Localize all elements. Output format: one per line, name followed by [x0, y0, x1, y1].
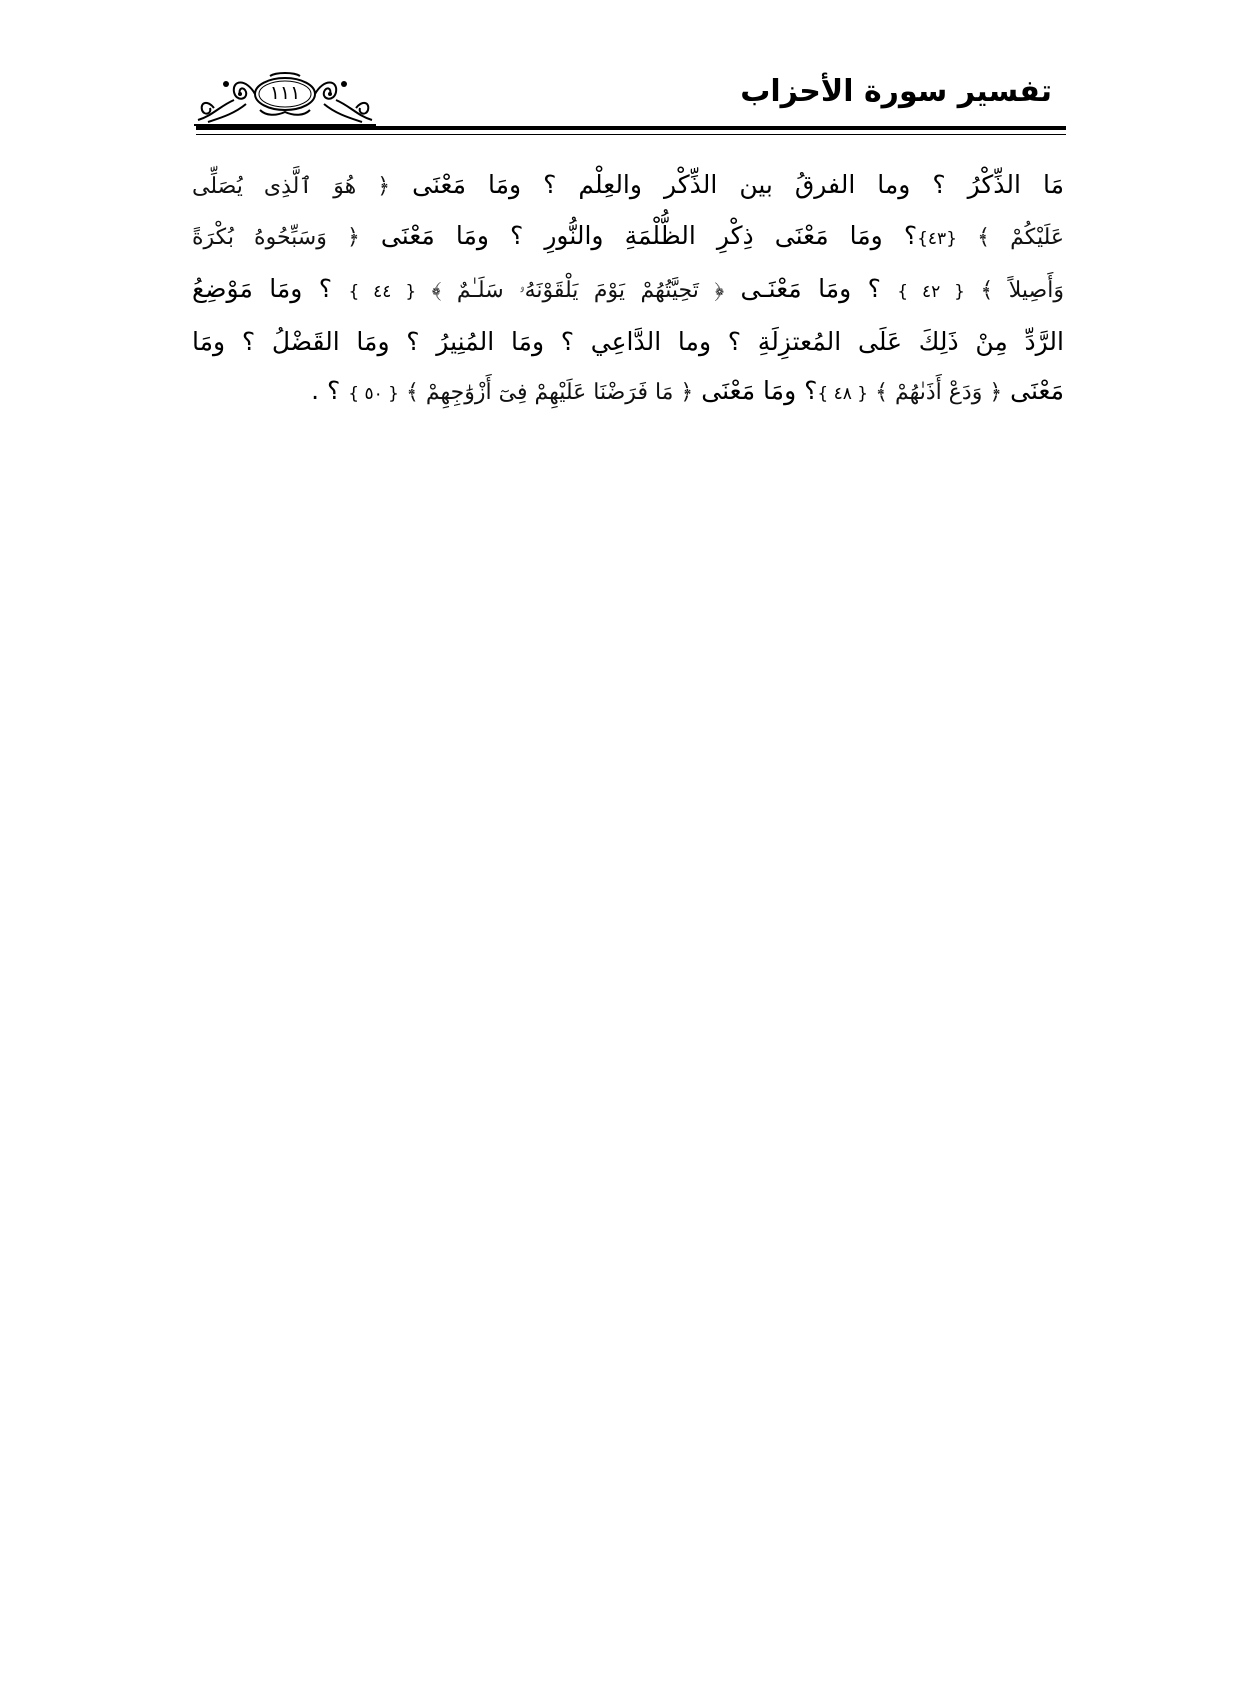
quran-quote: وَأَصِيلاً ﴾ [964, 278, 1064, 303]
quran-quote: عَلَيْكُمْ ﴾ [957, 225, 1064, 250]
verse-number: { ٤٨ } [817, 384, 869, 404]
quran-quote: ﴿ تَحِيَّتُهُمْ يَوْمَ يَلْقَوْنَهُۥ سَلَـٰمٌ ﴾ [416, 278, 725, 303]
verse-number: { ٤٤ } [348, 282, 417, 302]
header-rule-thick [196, 126, 1066, 130]
text-line [192, 160, 1064, 211]
running-title: تفسير سورة الأحزاب [740, 74, 1052, 109]
header-rule-thin [196, 134, 1066, 135]
text-run: ؟ ومَا مَعْنَى ذِكْرِ الظُّلْمَةِ والنُّورِ ؟ ومَا مَعْنَى [359, 221, 918, 250]
quran-quote: ﴿ وَسَبِّحُوهُ بُكْرَةً [192, 225, 360, 250]
verse-number: { ٥٠ } [348, 384, 399, 404]
text-run: ؟ ومَا مَوْضِعُ [192, 274, 349, 303]
text-run: الرَّدِّ مِنْ ذَلِكَ عَلَى المُعتزِلَةِ ؟ وما الدَّاعِي ؟ ومَا المُنِيرُ ؟ ومَا القَضْلُ ؟ ومَا [192, 327, 1064, 356]
verse-number: { ٤٢ } [897, 282, 965, 302]
quran-quote: ﴿ مَا فَرَضْنَا عَلَيْهِمْ فِىٓ أَزْوَٰجِهِمْ ﴾ [399, 380, 694, 405]
text-run: مَعْنَى [1002, 376, 1064, 405]
text-line [192, 366, 1064, 419]
text-line [192, 264, 1064, 317]
page-header [0, 0, 1240, 160]
page-number: ١١١ [269, 82, 301, 104]
page-number-ornament [190, 70, 380, 134]
quran-quote: ﴿ هُوَ ٱلَّذِى يُصَلِّى [192, 174, 391, 199]
text-run: ؟ ومَا مَعْنَى [693, 376, 818, 405]
text-run: مَا الذِّكْرُ ؟ وما الفرقُ بين الذِّكْر والعِلْم ؟ ومَا مَعْنَى [390, 170, 1064, 199]
text-line [192, 317, 1064, 366]
text-line [192, 211, 1064, 264]
quran-quote: ﴿ وَدَعْ أَذَىٰهُمْ ﴾ [868, 380, 1003, 405]
body-text [192, 160, 1064, 419]
text-run: ؟ ومَا مَعْنَـى [724, 274, 898, 303]
verse-number: {٤٣} [917, 229, 958, 249]
text-run: ؟ . [311, 376, 349, 405]
